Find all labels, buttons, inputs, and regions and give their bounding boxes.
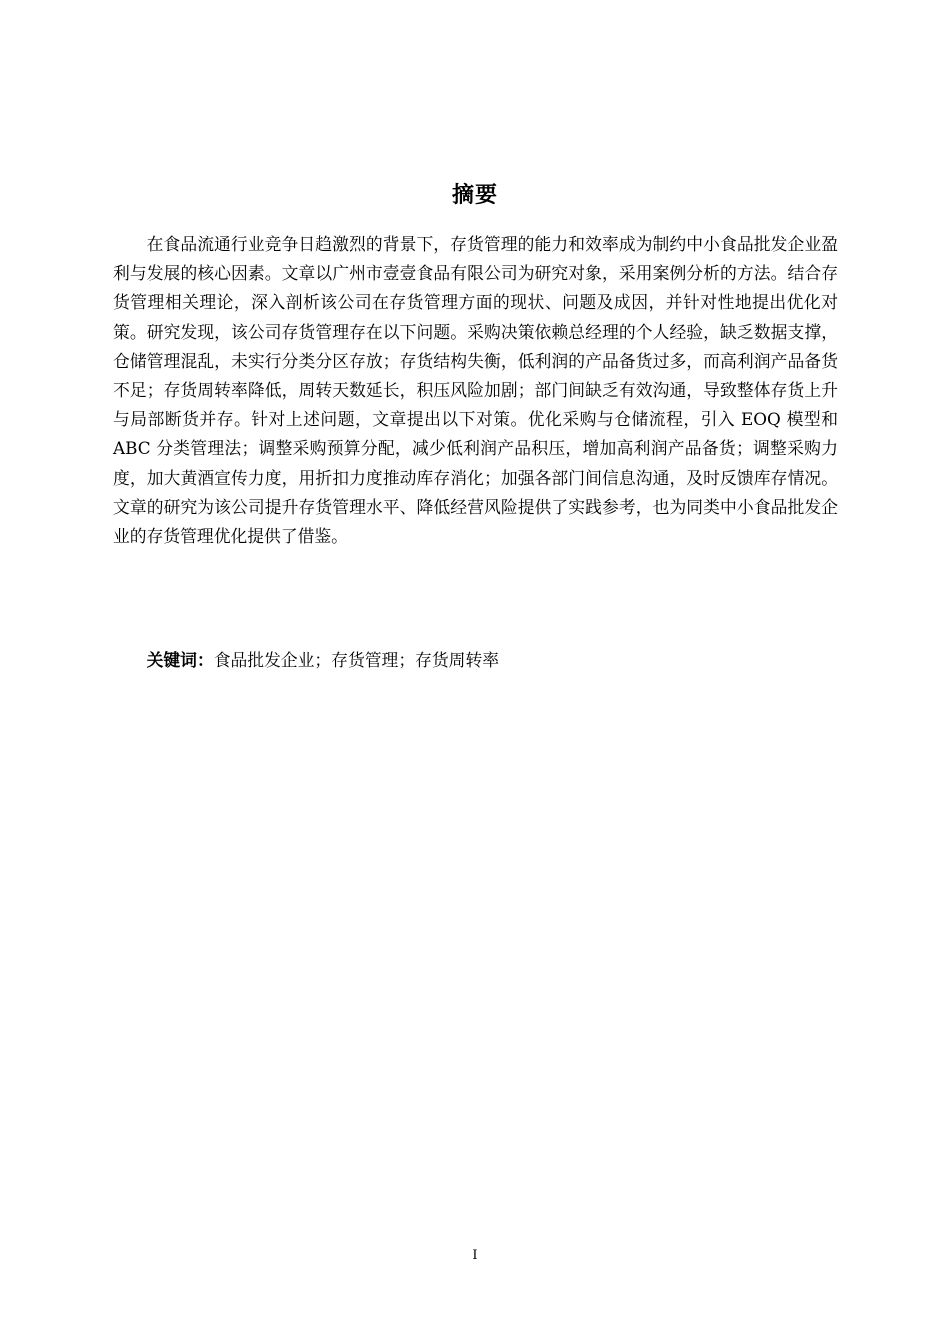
page-number: I (472, 1248, 478, 1263)
abstract-body: 在食品流通行业竞争日趋激烈的背景下，存货管理的能力和效率成为制约中小食品批发企业盈利与发展的核心因素。文章以广州市壹壹食品有限公司为研究对象，采用案例分析的方法。结合存货管理相关理论，深入剖析该公司在存货管理方面的现状、问题及成因，并针对性地提出优化对策。研究发现，该公司存货管理存在以下问题。采购决策依赖总经理的个人经验，缺乏数据支撑，仓储管理混乱，未实行分类分区存放；存货结构失衡，低利润的产品备货过多，而高利润产品备货不足；存货周转率降低，周转天数延长，积压风险加剧；部门间缺乏有效沟通，导致整体存货上升与局部断货并存。针对上述问题，文章提出以下对策。优化采购与仓储流程，引入 EOQ 模型和 ABC 分类管理法；调整采购预算分配，减少低利润产品积压，增加高利润产品备货；调整采购力度，加大黄酒宣传力度，用折扣力度推动库存消化；加强各部门间信息沟通，及时反馈库存情况。文章的研究为该公司提升存货管理水平、降低经营风险提供了实践参考，也为同类中小食品批发企业的存货管理优化提供了借鉴。 (113, 234, 838, 547)
keywords-label: 关键词： (146, 650, 214, 670)
page-title: 摘要 (451, 182, 498, 208)
keywords-text: 食品批发企业；存货管理；存货周转率 (213, 650, 500, 670)
keywords-line (113, 646, 838, 675)
